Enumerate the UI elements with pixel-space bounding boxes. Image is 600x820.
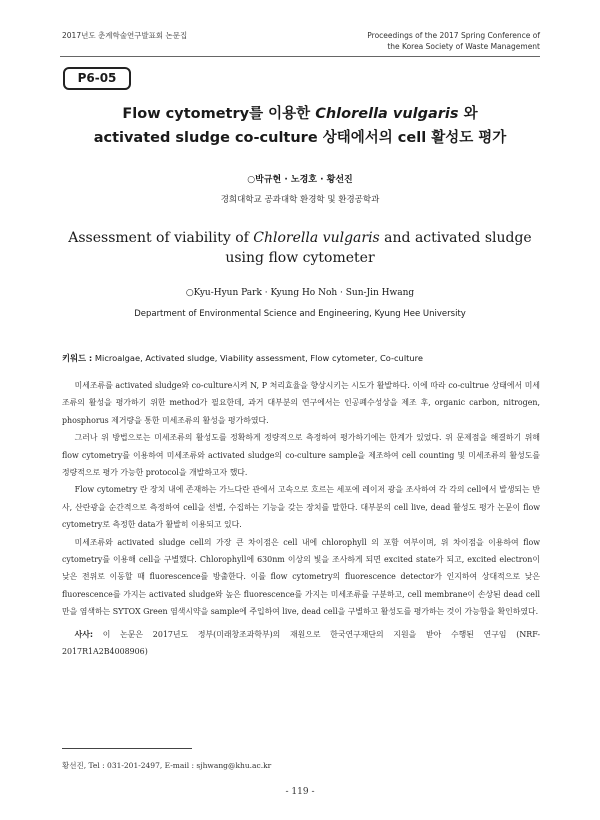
- acknowledgement: [62, 626, 540, 661]
- title-korean-post: 와: [458, 106, 478, 122]
- title-korean-line1: [60, 102, 540, 126]
- body-paragraph-4: 미세조류와 activated sludge cell의 가장 큰 차이점은 cell 내에 chlorophyll 의 포함 여부이며, 위 차이점을 이용하여 flow cytometry를 이용해 cell을 구별했다. Chlorophyll에 630nm 이상의 빛을 조사하게 되면 excited state가 되고, excited electron이 낮은 전위로 이동할 때 fluorescence를 방출한다. 이를 flow cytometry의 fluorescence detector가 인지하여 상대적으로 낮은 fluorescence를 가지는 activated sludge와 높은 fluorescence를 가지는 미세조류를 구분하고, cell membrane이 손상된 dead cell 만을 염색하는 SYTOX Green 염색시약을 sample에 주입하여 live, dead cell을 구별하고 활성도를 평가하는 것이 가능함을 확인하였다.: [62, 537, 540, 617]
- keywords-label: 키워드 :: [62, 353, 93, 363]
- footnote-contact: 황선진, Tel : 031-201-2497, E-mail : sjhwang@khu.ac.kr: [62, 761, 272, 770]
- title-english-species: Chlorella vulgaris: [253, 230, 380, 246]
- body-paragraph-2: 그러나 위 방법으로는 미세조류의 활성도를 정확하게 정량적으로 측정하여 평가하기에는 한계가 있었다. 위 문제점을 해결하기 위해 flow cytometry를 이용하여 미세조류와 activated sludge의 co-culture sample을 제조하여 cell counting 및 미세조류의 활성도를 정량적으로 평가 가능한 protocol을 개발하고자 했다.: [62, 433, 540, 478]
- paper-code-badge: P6-05: [63, 67, 131, 90]
- title-korean-line2: activated sludge co-culture 상태에서의 cell 활성도 평가: [93, 130, 507, 146]
- title-korean-pre: Flow cytometry를 이용한: [122, 106, 316, 122]
- body-text: [62, 377, 540, 621]
- authors-korean: ○박규현 · 노경호 · 황선진: [247, 175, 353, 185]
- acknowledgement-label: 사사:: [74, 630, 94, 639]
- keywords-text: Microalgae, Activated sludge, Viability assessment, Flow cytometer, Co-culture: [92, 353, 423, 363]
- running-header-left: 2017년도 춘계학술연구발표회 논문집: [62, 31, 188, 40]
- body-paragraph-3: Flow cytometry 란 장치 내에 존재하는 가느다란 관에서 고속으로 흐르는 세포에 레이저 광을 조사하여 각 각의 cell에서 발생되는 반사, 산란광을 순간적으로 측정하여 cell을 선별, 수집하는 기능을 갖는 장치를 말한다. 대부분의 cell live, dead 활성도 평가 논문이 flow cytometry로 측정한 data가 활발히 이용되고 있다.: [62, 485, 540, 530]
- title-english-post: and activated sludge: [379, 230, 532, 246]
- running-header-right-line1: Proceedings of the 2017 Spring Conference of: [367, 31, 540, 40]
- authors-english: ○Kyu-Hyun Park · Kyung Ho Noh · Sun-Jin Hwang: [185, 288, 415, 298]
- footnote-divider: [62, 748, 192, 749]
- title-english-line2: using flow cytometer: [225, 250, 375, 266]
- running-header-right: [320, 30, 540, 52]
- affiliation-english: Department of Environmental Science and Engineering, Kyung Hee University: [134, 309, 466, 319]
- running-header-right-line2: the Korea Society of Waste Management: [387, 42, 540, 51]
- title-english: [60, 228, 540, 268]
- acknowledgement-text: 이 논문은 2017년도 정부(미래창조과학부)의 재원으로 한국연구재단의 지원을 받아 수행된 연구임 (NRF-2017R1A2B4008906): [62, 630, 540, 657]
- header-divider: [60, 56, 540, 57]
- page-number: - 119 -: [285, 787, 315, 797]
- keywords: [62, 352, 540, 364]
- title-korean: [60, 102, 540, 150]
- title-english-pre: Assessment of viability of: [68, 230, 254, 246]
- title-english-line1: [60, 228, 540, 248]
- body-paragraph-1: 미세조류를 activated sludge와 co-culture시켜 N, P 처리효율을 향상시키는 시도가 활발하다. 이에 따라 co-cultrue 상태에서 미세조류의 활성을 평가하기 위한 method가 필요한데, 과거 대부분의 연구에서는 인공폐수성상을 제조 후, organic carbon, nitrogen, phosphorus 제거량을 통한 미세조류의 활성을 평가하였다.: [62, 381, 540, 425]
- title-korean-species: Chlorella vulgaris: [315, 106, 459, 122]
- affiliation-korean: 경희대학교 공과대학 환경학 및 환경공학과: [220, 195, 380, 205]
